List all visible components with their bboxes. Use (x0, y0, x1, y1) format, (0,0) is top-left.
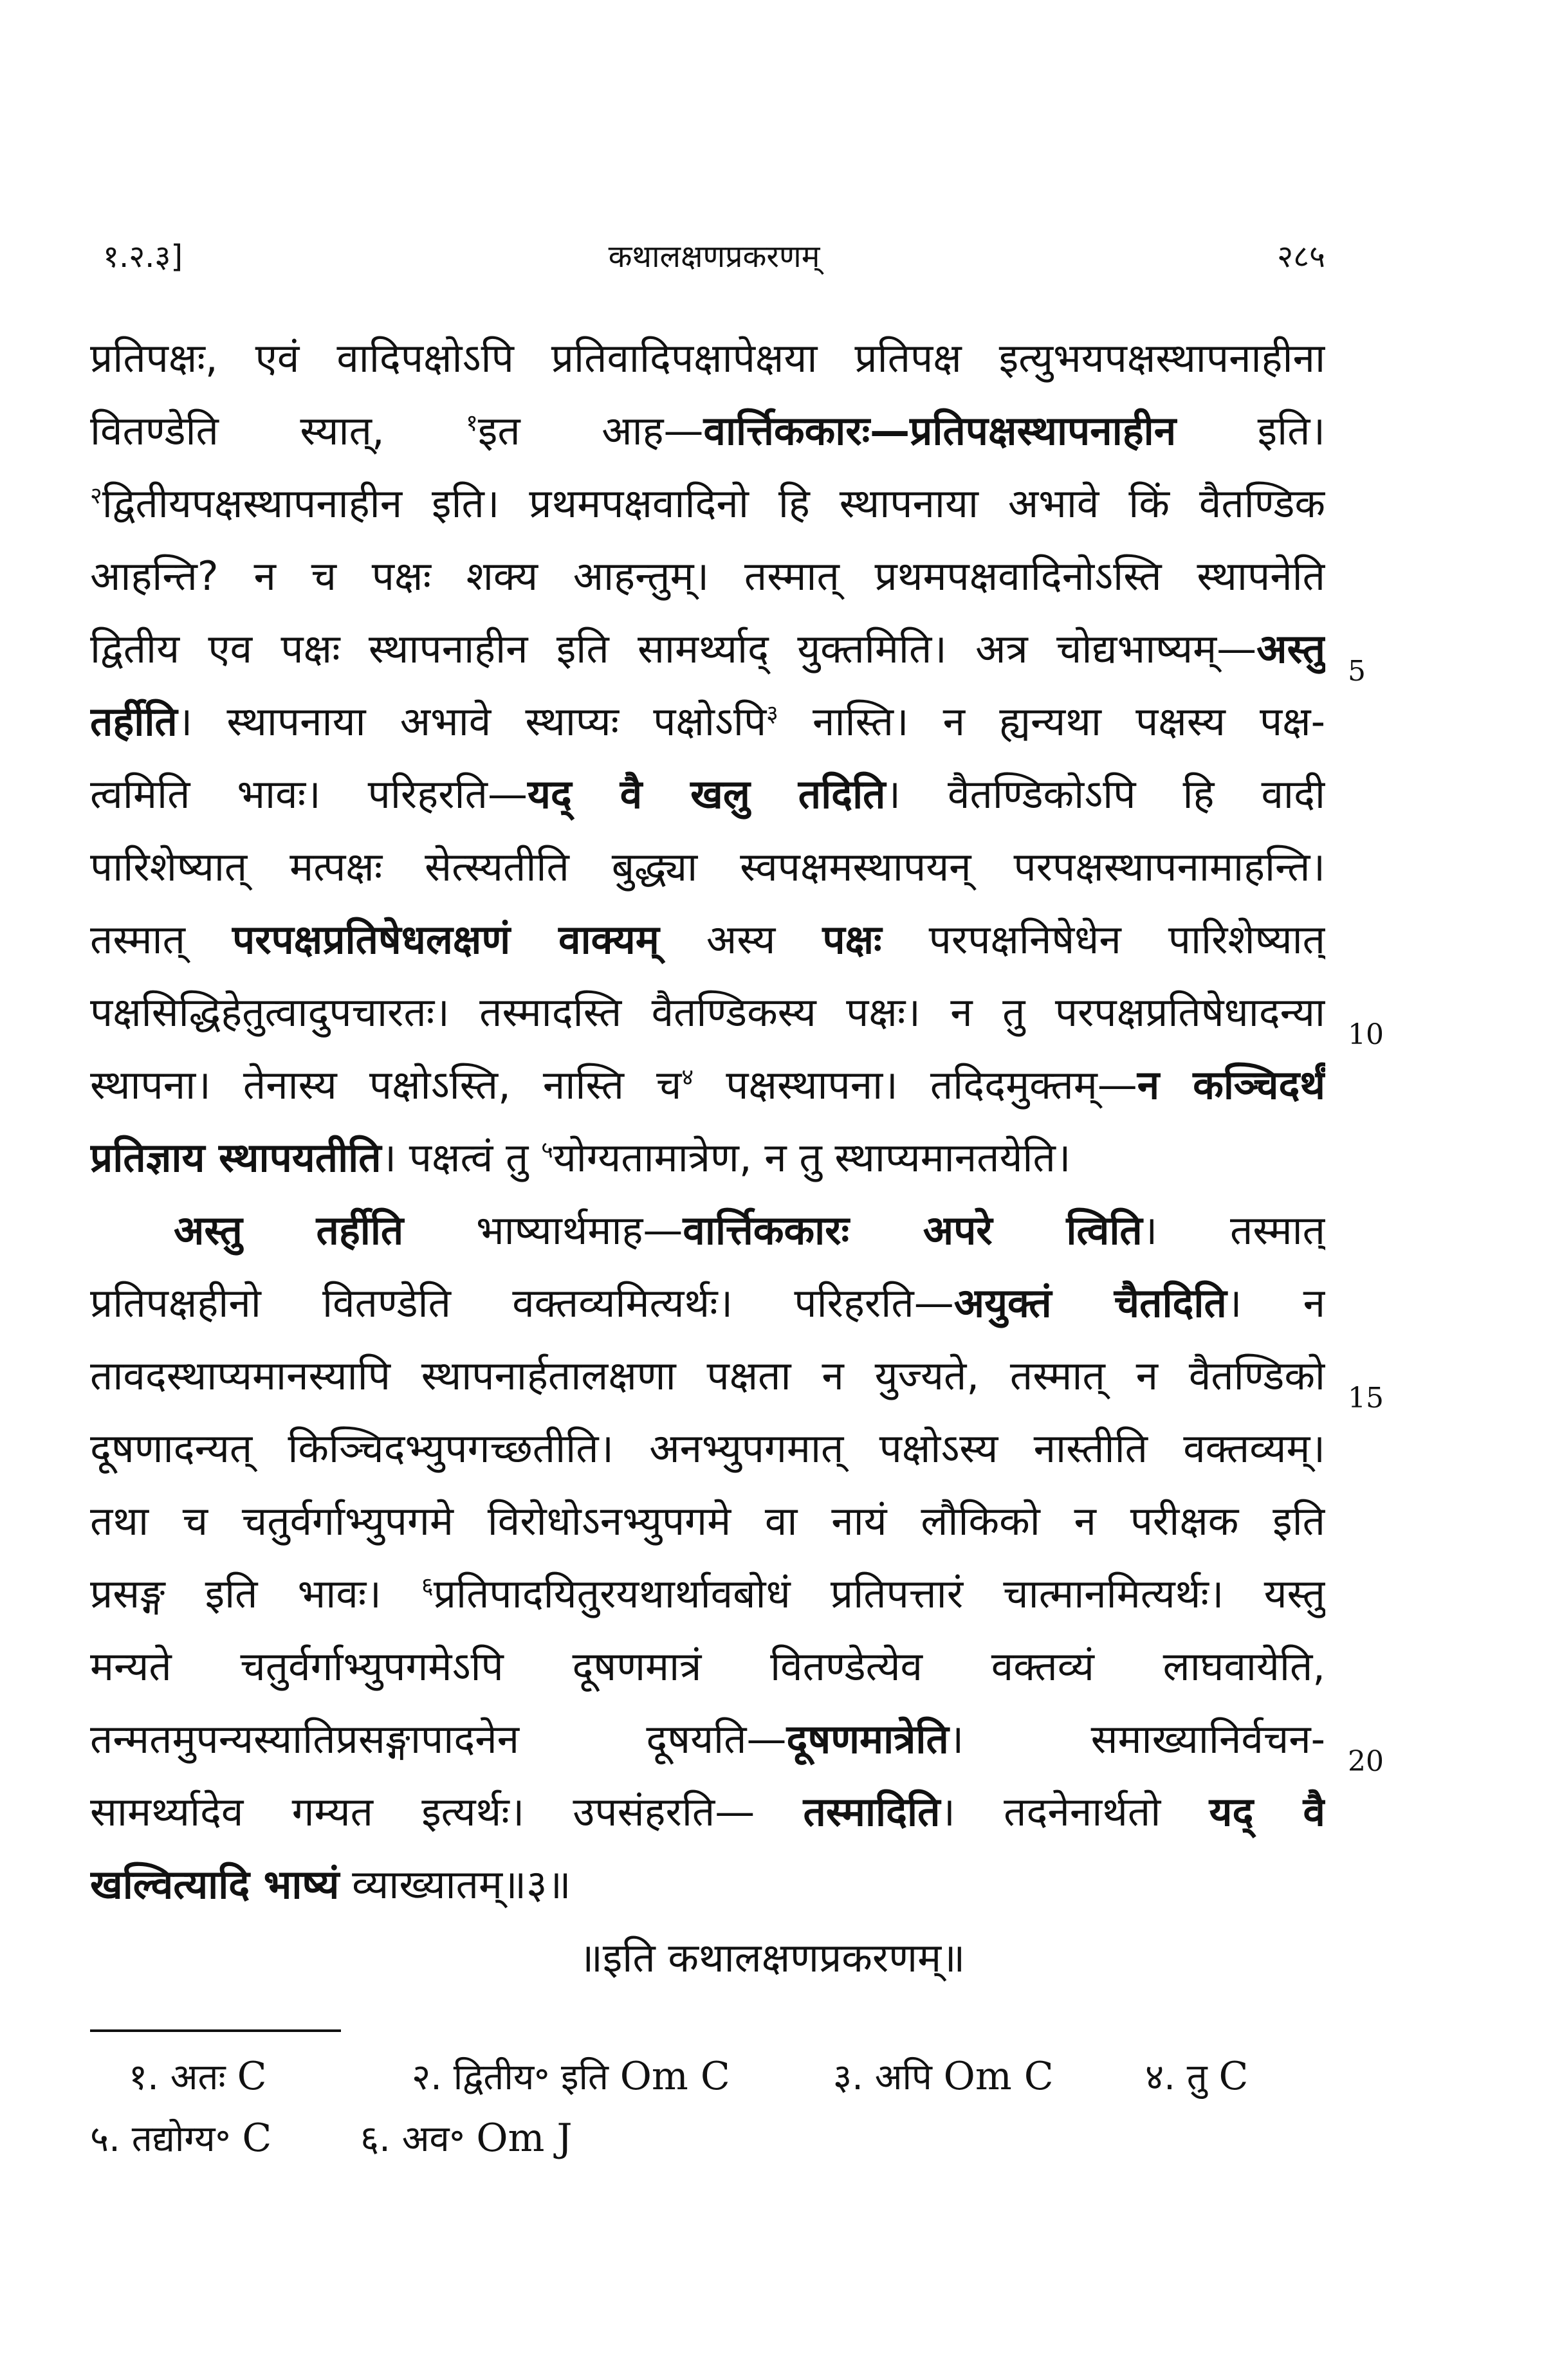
footnote-marker: ६ (421, 1573, 434, 1600)
text-segment: तावदस्थाप्यमानस्यापि स्थापनार्हतालक्षणा पक्षता न युज्यते, तस्मात् न वैतण्डिको (90, 1352, 1325, 1399)
text-line (90, 1703, 1325, 1775)
text-segment: इत आह— (477, 407, 704, 454)
text-segment: । न (1226, 1279, 1325, 1326)
commentary-text (90, 322, 1325, 1921)
text-segment: तस्मात् (90, 916, 232, 963)
text-line (90, 976, 1325, 1048)
text-segment: तथा च चतुर्वर्गाभ्युपगमे विरोधोऽनभ्युपगमे वा नायं लौकिको न परीक्षक इति (90, 1497, 1325, 1544)
text-segment: । समाख्यानिर्वचन- (948, 1716, 1325, 1762)
text-segment: प्रसङ्ग इति भावः। (90, 1570, 422, 1617)
bold-lemma: तस्मादिति (803, 1788, 941, 1835)
text-segment: । वैतण्डिकोऽपि हि वादी (885, 771, 1325, 818)
text-line (90, 1848, 1325, 1921)
text-line (90, 612, 1325, 685)
text-line (90, 1557, 1325, 1630)
text-segment: द्वितीयपक्षस्थापनाहीन इति। प्रथमपक्षवादिनो हि स्थापनाया अभावे किं वैतण्डिक (102, 480, 1325, 527)
text-segment: । स्थापनाया अभावे स्थाप्यः पक्षोऽपि (177, 698, 767, 745)
bold-lemma: अस्तु तर्हीति (174, 1207, 404, 1254)
line-number-5: 5 (1348, 655, 1366, 688)
text-segment: सामर्थ्यादेव गम्यत इत्यर्थः। उपसंहरति— (90, 1788, 804, 1835)
text-line (90, 322, 1325, 394)
text-segment: द्वितीय एव पक्षः स्थापनाहीन इति सामर्थ्याद् युक्तमिति। अत्र चोद्यभाष्यम्— (90, 625, 1257, 672)
footnote-4: ४. तु C (1145, 2054, 1249, 2099)
bold-lemma: खल्वित्यादि भाष्यं (90, 1861, 340, 1908)
footnote-row-1 (90, 2046, 1338, 2107)
bold-lemma: अस्तु (1256, 625, 1325, 672)
text-segment: पक्षसिद्धिहेतुत्वादुपचारतः। तस्मादस्ति वैतण्डिकस्य पक्षः। न तु परपक्षप्रतिषेधादन्या (90, 989, 1325, 1036)
footnote-marker: २ (90, 482, 102, 509)
footnote-marker: ४ (681, 1064, 694, 1091)
bold-lemma: पक्षः (822, 916, 882, 963)
line-number-10: 10 (1348, 1018, 1384, 1051)
text-line (90, 1412, 1325, 1485)
text-segment: त्वमिति भावः। परिहरति— (90, 771, 528, 818)
page-number: २८५ (1277, 239, 1325, 275)
text-line (90, 1630, 1325, 1703)
text-segment: । पक्षत्वं तु (381, 1134, 542, 1181)
colophon: ॥इति कथालक्षणप्रकरणम्॥ (578, 1934, 966, 1981)
bold-lemma: वार्त्तिककारः—प्रतिपक्षस्थापनाहीन (703, 407, 1177, 454)
footnote-6: ६. अव॰ Om J (360, 2116, 573, 2161)
text-segment: दूषणादन्यत् किञ्चिदभ्युपगच्छतीति। अनभ्युपगमात् पक्षोऽस्य नास्तीति वक्तव्यम्। (90, 1425, 1325, 1472)
bold-lemma: दूषणमात्रेति (786, 1716, 949, 1762)
bold-lemma: प्रतिज्ञाय स्थापयतीति (90, 1134, 381, 1181)
section-reference: १.२.३] (103, 239, 183, 275)
line-number-15: 15 (1348, 1382, 1384, 1414)
text-line (90, 394, 1325, 467)
text-line (90, 903, 1325, 976)
footnote-marker: ५ (541, 1137, 553, 1164)
footnote-row-2 (90, 2107, 1338, 2169)
running-title: कथालक्षणप्रकरणम् (608, 239, 820, 275)
text-line (90, 1775, 1325, 1848)
text-line (90, 758, 1325, 830)
text-segment: प्रतिपक्षः, एवं वादिपक्षोऽपि प्रतिवादिपक्षापेक्षया प्रतिपक्ष इत्युभयपक्षस्थापनाहीना (90, 334, 1325, 381)
text-line (90, 1485, 1325, 1557)
text-segment: स्थापना। तेनास्य पक्षोऽस्ति, नास्ति च (90, 1061, 682, 1108)
bold-lemma: यद् वै खलु तदिति (527, 771, 886, 818)
text-segment: तन्मतमुपन्यस्यातिप्रसङ्गापादनेन दूषयति— (90, 1716, 787, 1762)
text-segment: इति। (1176, 407, 1325, 454)
text-line (90, 1339, 1325, 1412)
bold-lemma: न कञ्चिदर्थं (1137, 1061, 1325, 1108)
footnote-marker: ३ (766, 700, 778, 728)
text-segment: नास्ति। न ह्यन्यथा पक्षस्य पक्ष- (778, 698, 1325, 745)
text-segment: मन्यते चतुर्वर्गाभ्युपगमेऽपि दूषणमात्रं वितण्डेत्येव वक्तव्यं लाघवायेति, (90, 1643, 1325, 1690)
text-segment: अस्य (659, 916, 823, 963)
footnote-marker: १ (466, 410, 478, 437)
text-segment: परपक्षनिषेधेन पारिशेष्यात् (881, 916, 1325, 963)
footnote-3: ३. अपि Om C (833, 2054, 1054, 2099)
text-line (90, 467, 1325, 540)
text-segment: योग्यतामात्रेण, न तु स्थाप्यमानतयेति। (553, 1134, 1071, 1181)
text-line (90, 1048, 1325, 1121)
text-segment: पारिशेष्यात् मत्पक्षः सेत्स्यतीति बुद्ध्या स्वपक्षमस्थापयन् परपक्षस्थापनामाहन्ति। (90, 843, 1325, 890)
text-segment: आहन्ति? न च पक्षः शक्य आहन्तुम्। तस्मात् प्रथमपक्षवादिनोऽस्ति स्थापनेति (90, 553, 1325, 600)
text-segment: प्रतिपक्षहीनो वितण्डेति वक्तव्यमित्यर्थः। परिहरति— (90, 1279, 954, 1326)
text-line (90, 540, 1325, 612)
bold-lemma: तर्हीति (90, 698, 178, 745)
text-segment: भाष्यार्थमाह— (403, 1207, 683, 1254)
footnote-5: ५. तद्योग्य॰ C (90, 2116, 272, 2161)
text-line (90, 1121, 1325, 1194)
text-line (90, 685, 1325, 758)
text-line (90, 1267, 1325, 1339)
text-segment: वितण्डेति स्यात्, (90, 407, 466, 454)
line-number-20: 20 (1348, 1745, 1384, 1778)
running-header (103, 235, 1325, 286)
text-line (90, 1194, 1325, 1267)
text-segment: पक्षस्थापना। तदिदमुक्तम्— (694, 1061, 1137, 1108)
footnote-rule (90, 2029, 341, 2032)
footnote-1: १. अतः C (129, 2054, 267, 2099)
footnotes (90, 2046, 1338, 2169)
text-segment: व्याख्यातम्॥३॥ (339, 1861, 571, 1908)
text-segment: प्रतिपादयितुरयथार्थावबोधं प्रतिपत्तारं चात्मानमित्यर्थः। यस्तु (433, 1570, 1325, 1617)
bold-lemma: अयुक्तं चैतदिति (953, 1279, 1227, 1326)
bold-lemma: यद् वै (1209, 1788, 1325, 1835)
bold-lemma: वार्त्तिककारः अपरे त्विति (683, 1207, 1143, 1254)
text-segment: । तस्मात् (1142, 1207, 1325, 1254)
footnote-2: २. द्वितीय॰ इति Om C (412, 2054, 730, 2099)
text-segment: । तदनेनार्थतो (940, 1788, 1209, 1835)
text-line (90, 830, 1325, 903)
bold-lemma: परपक्षप्रतिषेधलक्षणं वाक्यम् (232, 916, 659, 963)
